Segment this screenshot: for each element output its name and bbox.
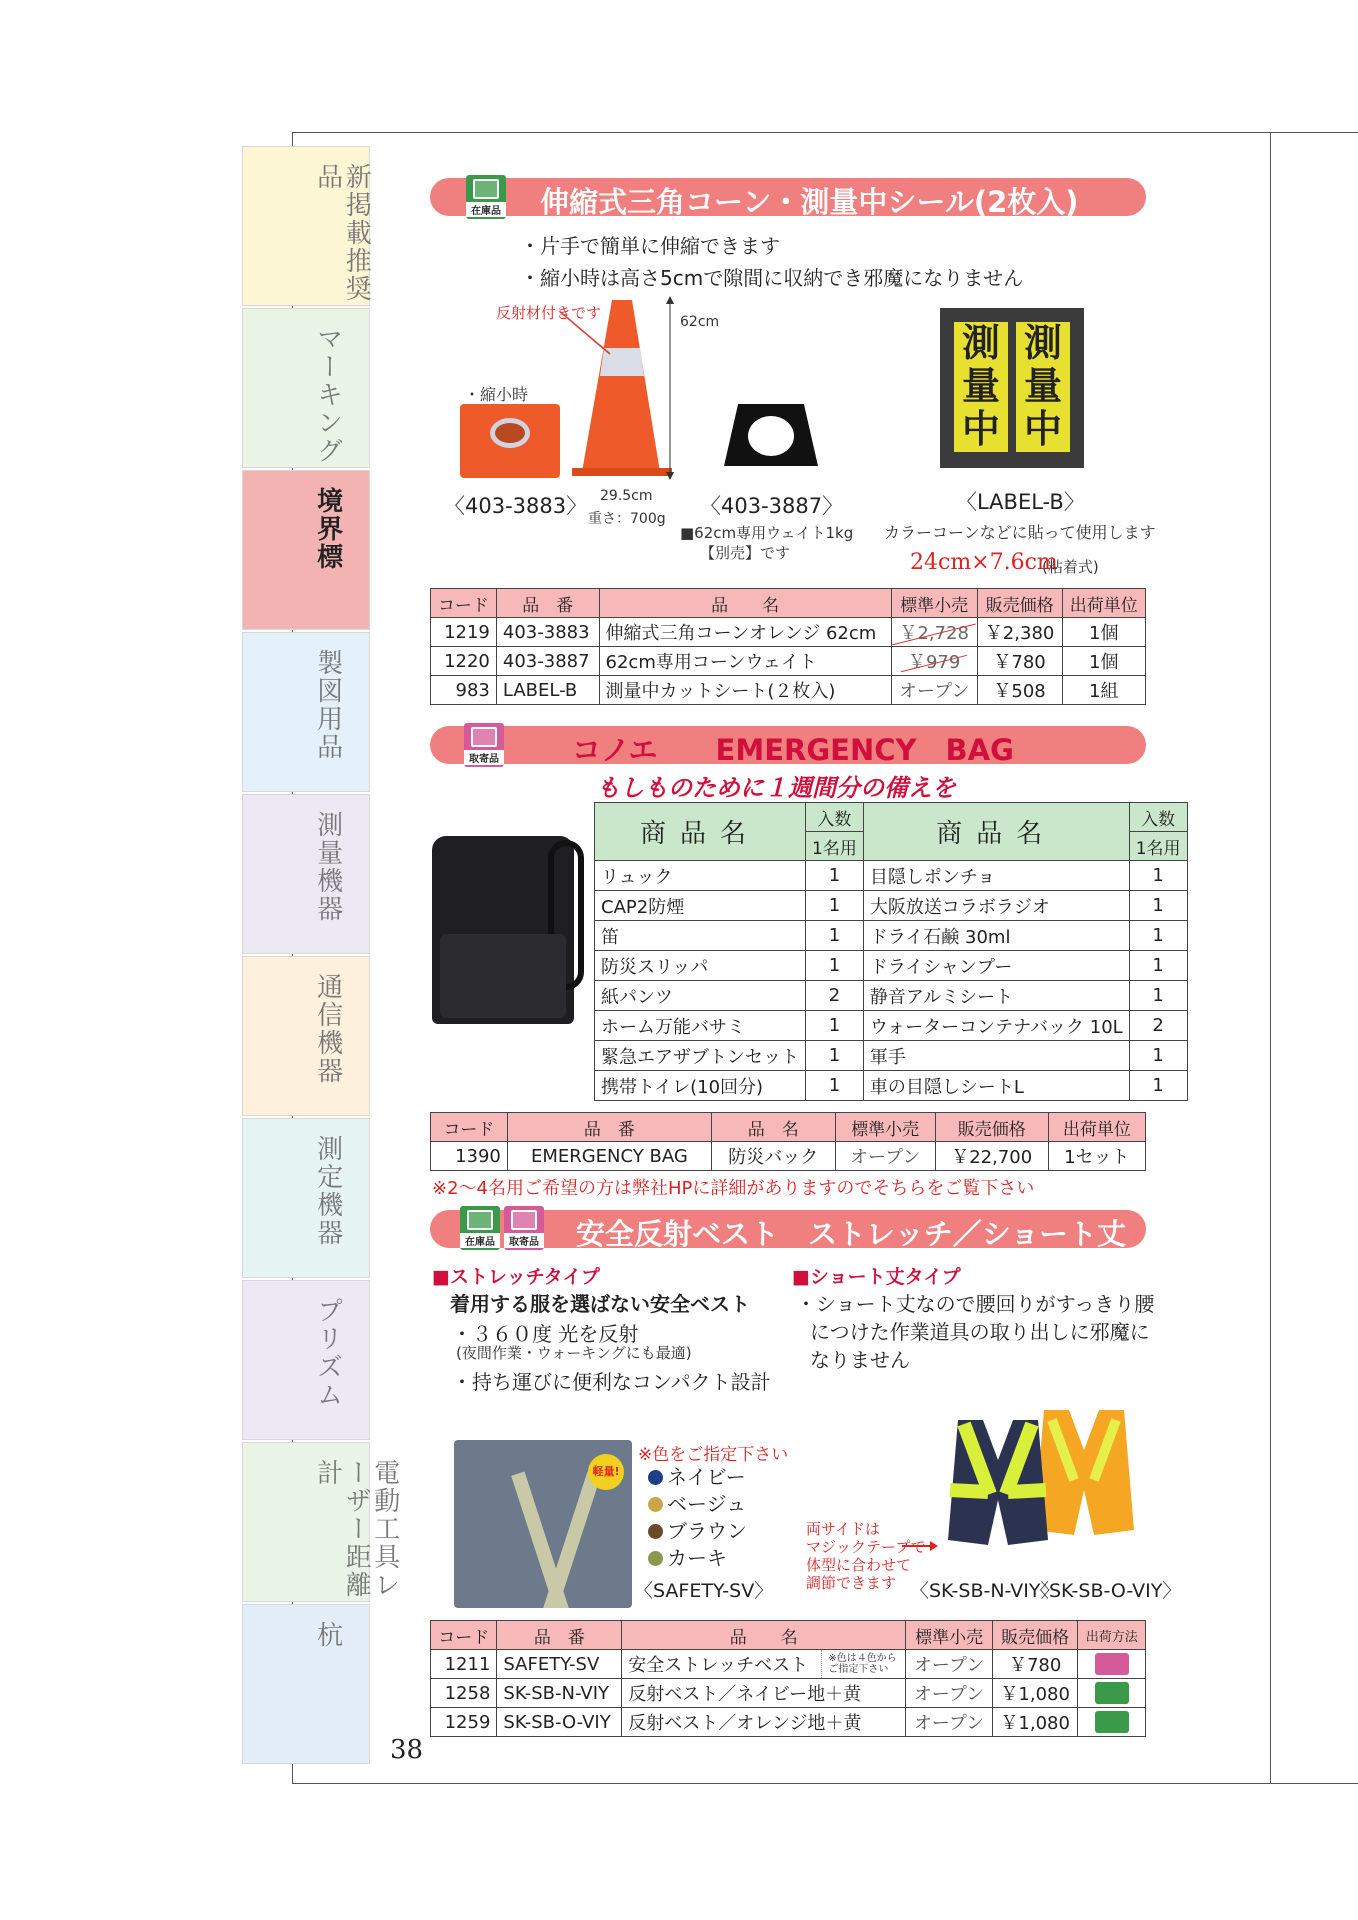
weight-note: 重さ：700g	[588, 511, 666, 527]
kit-item-name: 緊急エアザブトンセット	[595, 1041, 806, 1071]
model-label: 〈403-3887〉	[700, 494, 844, 518]
label-sticker-image	[940, 308, 1084, 468]
shipping-method-cell	[1078, 1708, 1146, 1737]
code-cell: 1258	[431, 1679, 497, 1708]
kit-item-qty: 1	[806, 1041, 864, 1071]
kit-item-name: 紙パンツ	[595, 981, 806, 1011]
code-cell: 1390	[431, 1142, 508, 1171]
kit-contents-table	[594, 802, 1188, 1101]
section-title: コノエ EMERGENCY BAG	[572, 733, 1014, 767]
col-header: 1名用	[806, 832, 864, 861]
code-cell: 1211	[431, 1650, 497, 1679]
list-price-cell: オープン	[906, 1708, 993, 1737]
table-row	[431, 647, 1146, 676]
kit-item-qty: 1	[1129, 891, 1187, 921]
color-options	[648, 1464, 747, 1572]
col-header: 標準小売	[906, 1621, 993, 1650]
sidebar-tab-label: 杭	[312, 1621, 343, 1649]
bag-note: ※2～4名用ご希望の方は弊社HPに詳細がありますのでそちらをご覧下さい	[432, 1178, 1035, 1199]
col-header: 入数	[1129, 803, 1187, 832]
weight-desc: 【別売】です	[700, 544, 791, 562]
width-note: 29.5cm	[600, 488, 653, 504]
sidebar-tab-label: 境界標	[312, 487, 343, 571]
color-swatch-icon	[648, 1524, 663, 1539]
model-label: 〈SK-SB-N-VIY〉	[910, 1580, 1060, 1602]
sidebar-tab[interactable]	[242, 632, 370, 792]
col-header: 商品名	[863, 803, 1129, 861]
kit-item-name: リュック	[595, 861, 806, 891]
kit-item-qty: 1	[806, 1071, 864, 1101]
sale-price-cell: ￥780	[992, 1650, 1078, 1679]
sidebar-tab[interactable]	[242, 308, 370, 468]
sidebar-tab[interactable]	[242, 1118, 370, 1278]
list-price-cell: ￥979	[907, 652, 961, 673]
sale-price-cell: ￥508	[977, 676, 1062, 705]
kit-item-name: 静音アルミシート	[863, 981, 1129, 1011]
kit-item-qty: 1	[806, 861, 864, 891]
stretch-bullet: ・持ち運びに便利なコンパクト設計	[452, 1370, 771, 1394]
page-frame-bottom	[292, 1783, 1358, 1784]
kit-row	[595, 861, 1188, 891]
product-name-cell: 62cm専用コーンウェイト	[599, 647, 891, 676]
col-header: 標準小売	[835, 1113, 935, 1142]
section-subtitle: もしものために１週間分の備えを	[596, 774, 956, 802]
table-row	[431, 1650, 1146, 1679]
sidebar-tab[interactable]	[242, 1604, 370, 1764]
part-number-cell: 403-3883	[496, 618, 599, 647]
list-price-cell: オープン	[906, 1650, 993, 1679]
kit-row	[595, 951, 1188, 981]
col-header: 品 番	[507, 1113, 711, 1142]
sidebar-tab[interactable]	[242, 470, 370, 630]
cone-price-table	[430, 588, 1146, 705]
col-header: 販売価格	[977, 589, 1062, 618]
backpack-pocket	[440, 934, 566, 1018]
model-label: 〈SK-SB-O-VIY〉	[1030, 1580, 1182, 1602]
kit-item-name: CAP2防煙	[595, 891, 806, 921]
col-header: 品 名	[711, 1113, 835, 1142]
kit-item-qty: 2	[1129, 1011, 1187, 1041]
sidebar-tab-label: 通信機器	[312, 973, 343, 1085]
short-heading: ■ショート丈タイプ	[792, 1266, 961, 1288]
kit-item-qty: 1	[1129, 1071, 1187, 1101]
code-cell: 1220	[431, 647, 497, 676]
kit-item-name: 大阪放送コラボラジオ	[863, 891, 1129, 921]
kit-item-qty: 1	[806, 891, 864, 921]
sale-price-cell: ￥1,080	[992, 1708, 1078, 1737]
color-swatch-icon	[648, 1497, 663, 1512]
table-row	[431, 676, 1146, 705]
col-header: 出荷単位	[1048, 1113, 1145, 1142]
order-item-icon: 取寄品	[464, 723, 504, 767]
model-label: 〈SAFETY-SV〉	[634, 1580, 774, 1602]
sidebar-tab-label: 測定機器	[312, 1135, 343, 1247]
cone-image	[560, 296, 680, 486]
table-row	[431, 1708, 1146, 1737]
label-size-note: (粘着式)	[1042, 558, 1099, 576]
kit-item-name: 防災スリッパ	[595, 951, 806, 981]
collapsed-cone-image	[460, 404, 560, 478]
side-note-line: 体型に合わせて	[806, 1556, 912, 1574]
product-name-cell: 反射ベスト／ネイビー地＋黄	[622, 1679, 906, 1708]
side-note-line: マジックテープで	[806, 1538, 926, 1556]
page-frame-top	[292, 132, 1358, 133]
color-name: ベージュ	[667, 1492, 747, 1516]
stretch-bullet: ・３６０度 光を反射	[452, 1322, 639, 1346]
kit-item-qty: 1	[1129, 981, 1187, 1011]
shipping-method-cell	[1078, 1679, 1146, 1708]
col-header: 品 名	[622, 1621, 906, 1650]
product-name-cell: 反射ベスト／オレンジ地＋黄	[622, 1708, 906, 1737]
stock-item-icon: 在庫品	[466, 175, 506, 219]
color-name: ネイビー	[667, 1465, 746, 1489]
stretch-heading: ■ストレッチタイプ	[432, 1266, 600, 1288]
code-cell: 1259	[431, 1708, 497, 1737]
side-note-line: 調節できます	[806, 1574, 897, 1592]
color-swatch-icon	[648, 1470, 663, 1485]
section-header-vest	[430, 1210, 1146, 1251]
kit-row	[595, 1011, 1188, 1041]
color-option	[648, 1491, 747, 1518]
section-title: 伸縮式三角コーン・測量中シール(2枚入)	[540, 185, 1079, 219]
feature-bullet: ・縮小時は高さ5cmで隙間に収納でき邪魔になりません	[520, 266, 1024, 290]
sale-price-cell: ￥1,080	[992, 1679, 1078, 1708]
kit-item-qty: 2	[806, 981, 864, 1011]
sidebar-tab-label: マーキング	[312, 325, 343, 465]
reflect-note: 反射材付きです	[496, 304, 602, 322]
kit-item-qty: 1	[1129, 951, 1187, 981]
part-number-cell: SK-SB-N-VIY	[497, 1679, 622, 1708]
label-sticker-text: 測量中	[954, 322, 1008, 452]
order-item-icon: 取寄品	[504, 1206, 544, 1250]
weight-desc: ■62cm専用ウェイト1kg	[680, 524, 854, 542]
kit-item-name: ホーム万能バサミ	[595, 1011, 806, 1041]
model-label: 〈403-3883〉	[444, 494, 588, 518]
col-header: 1名用	[1129, 832, 1187, 861]
table-row	[431, 1142, 1146, 1171]
vest-price-table	[430, 1620, 1146, 1737]
color-name: ブラウン	[667, 1519, 747, 1543]
stretch-bullet-note: (夜間作業・ウォーキングにも最適)	[456, 1344, 692, 1362]
product-name-cell: 伸縮式三角コーンオレンジ 62cm	[599, 618, 891, 647]
col-header: 品 番	[497, 1621, 622, 1650]
kit-row	[595, 891, 1188, 921]
label-desc: カラーコーンなどに貼って使用します	[884, 523, 1156, 542]
arrow-icon	[900, 1536, 940, 1556]
kit-item-name: 車の目隠しシートL	[863, 1071, 1129, 1101]
kit-item-qty: 1	[806, 951, 864, 981]
table-row	[431, 1679, 1146, 1708]
shipping-method-cell	[1078, 1650, 1146, 1679]
short-desc: なりません	[810, 1348, 910, 1372]
section-header-cone	[430, 178, 1146, 219]
color-spec-note: ※色は４色から ご指定下さい	[822, 1650, 906, 1679]
light-weight-badge: 軽量!	[588, 1454, 624, 1490]
col-header: 販売価格	[992, 1621, 1078, 1650]
sidebar-tab-label: 製図用品	[312, 649, 343, 761]
bag-price-table	[430, 1112, 1146, 1171]
side-note-line: 両サイドは	[806, 1520, 880, 1538]
cone-weight-hole	[748, 416, 794, 456]
label-size: 24cm×7.6cm	[910, 550, 1058, 575]
list-price-cell: オープン	[835, 1142, 935, 1171]
product-name-cell: 防災バック	[711, 1142, 835, 1171]
col-header: コード	[431, 1621, 497, 1650]
list-price-cell: オープン	[906, 1679, 993, 1708]
sidebar-tab[interactable]	[242, 1280, 370, 1440]
short-desc: ・ショート丈なので腰回りがすっきり腰	[796, 1292, 1155, 1316]
color-name: カーキ	[667, 1546, 727, 1570]
list-price-cell: ￥2,728	[899, 623, 969, 644]
page-number: 38	[390, 1735, 424, 1765]
col-header: 標準小売	[891, 589, 977, 618]
kit-item-qty: 1	[806, 921, 864, 951]
kit-row	[595, 1071, 1188, 1101]
table-row	[431, 618, 1146, 647]
unit-cell: 1個	[1062, 647, 1145, 676]
list-price-cell: オープン	[891, 676, 977, 705]
kit-item-qty: 1	[1129, 1041, 1187, 1071]
code-cell: 983	[431, 676, 497, 705]
kit-item-qty: 1	[1129, 861, 1187, 891]
sale-price-cell: ￥2,380	[977, 618, 1062, 647]
stock-item-icon	[1095, 1711, 1129, 1733]
short-desc: につけた作業道具の取り出しに邪魔に	[810, 1320, 1150, 1344]
col-header: 品 名	[599, 589, 891, 618]
feature-bullet: ・片手で簡単に伸縮できます	[520, 234, 780, 258]
stock-item-icon: 在庫品	[460, 1206, 500, 1250]
col-header: 商品名	[595, 803, 806, 861]
kit-item-name: ウォーターコンテナバック 10L	[863, 1011, 1129, 1041]
sidebar-tab[interactable]	[242, 1442, 400, 1602]
kit-item-name: ドライ石鹸 30ml	[863, 921, 1129, 951]
sidebar-tab-label: プリズム	[312, 1297, 343, 1409]
unit-cell: 1組	[1062, 676, 1145, 705]
model-label: 〈LABEL-B〉	[956, 490, 1085, 514]
product-name-cell: 安全ストレッチベスト	[622, 1650, 822, 1679]
unit-cell: 1個	[1062, 618, 1145, 647]
stretch-subheading: 着用する服を選ばない安全ベスト	[450, 1292, 750, 1316]
height-note: 62cm	[680, 314, 720, 330]
kit-row	[595, 981, 1188, 1011]
sidebar-tab[interactable]	[242, 956, 370, 1116]
stock-item-icon	[1095, 1682, 1129, 1704]
product-name-cell: 測量中カットシート(２枚入)	[599, 676, 891, 705]
stretch-vest-photo	[454, 1440, 632, 1608]
col-header: 入数	[806, 803, 864, 832]
col-header: 出荷方法	[1078, 1621, 1146, 1650]
collapsed-note: ・縮小時	[464, 385, 529, 404]
sidebar-tab-label: 測量機器	[312, 811, 343, 923]
color-option	[648, 1545, 747, 1572]
kit-item-qty: 1	[1129, 921, 1187, 951]
color-note: ※色をご指定下さい	[638, 1445, 789, 1465]
col-header: 品 番	[496, 589, 599, 618]
sale-price-cell: ￥780	[977, 647, 1062, 676]
part-number-cell: SAFETY-SV	[497, 1650, 622, 1679]
sidebar-tab[interactable]	[242, 794, 370, 954]
sidebar-tab[interactable]	[242, 146, 370, 306]
order-item-icon	[1095, 1653, 1129, 1675]
kit-item-name: 目隠しポンチョ	[863, 861, 1129, 891]
section-header-emergency-bag	[430, 726, 1146, 767]
unit-cell: 1セット	[1048, 1142, 1145, 1171]
sale-price-cell: ￥22,700	[935, 1142, 1048, 1171]
page-frame-right	[1270, 132, 1271, 1784]
sidebar-tab-label: 新掲載推奨品	[312, 163, 372, 303]
part-number-cell: EMERGENCY BAG	[507, 1142, 711, 1171]
label-sticker-text: 測量中	[1016, 322, 1070, 452]
col-header: 販売価格	[935, 1113, 1048, 1142]
col-header: 出荷単位	[1062, 589, 1145, 618]
col-header: コード	[431, 589, 497, 618]
part-number-cell: LABEL-B	[496, 676, 599, 705]
col-header: コード	[431, 1113, 508, 1142]
color-option	[648, 1518, 747, 1545]
navy-vest-image	[938, 1420, 1058, 1550]
color-swatch-icon	[648, 1551, 663, 1566]
section-title: 安全反射ベスト ストレッチ／ショート丈	[576, 1217, 1127, 1251]
part-number-cell: 403-3887	[496, 647, 599, 676]
part-number-cell: SK-SB-O-VIY	[497, 1708, 622, 1737]
kit-item-name: 笛	[595, 921, 806, 951]
height-arrow	[664, 296, 676, 482]
kit-row	[595, 921, 1188, 951]
sidebar-tab-label: 電動工具レーザー距離計	[312, 1459, 400, 1599]
kit-item-name: ドライシャンプー	[863, 951, 1129, 981]
kit-row	[595, 1041, 1188, 1071]
kit-item-name: 携帯トイレ(10回分)	[595, 1071, 806, 1101]
kit-item-qty: 1	[806, 1011, 864, 1041]
kit-item-name: 軍手	[863, 1041, 1129, 1071]
side-note	[806, 1520, 926, 1592]
color-option	[648, 1464, 747, 1491]
code-cell: 1219	[431, 618, 497, 647]
